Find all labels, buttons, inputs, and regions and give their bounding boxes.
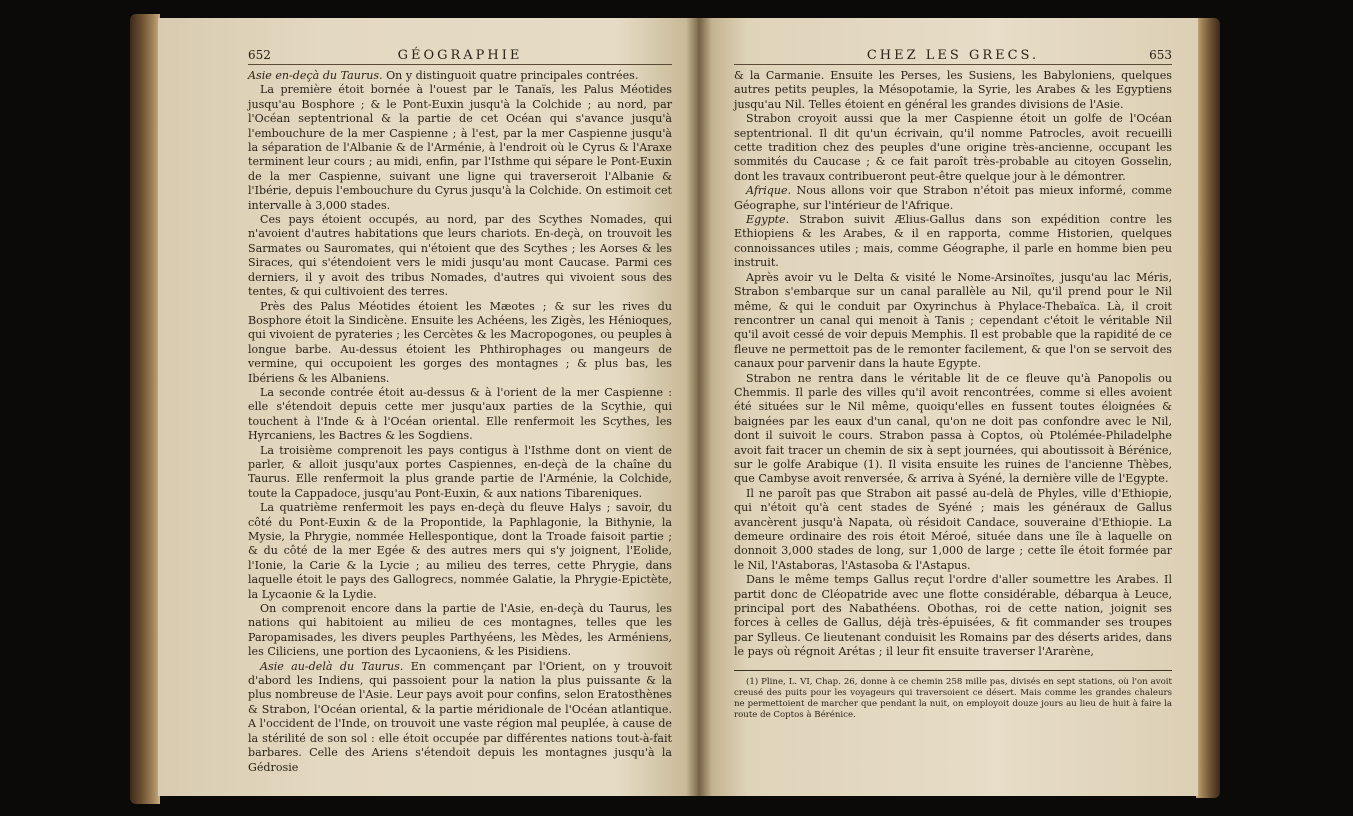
right-paragraph: & la Carmanie. Ensuite les Perses, les Susiens, les Babyloniens, quelques autres petits peuples, la Mésopotamie, la Syrie, les Arabes & les Egyptiens jusqu'au Nil. Telles étoient en général les grandes divisions de l'Asie.	[734, 69, 1172, 111]
paragraph-lead: Afrique.	[746, 184, 792, 198]
left-paragraph: Asie au-delà du Taurus. En commençant par l'Orient, on y trouvoit d'abord les Indiens, qui passoient pour la nation la plus puissante & la plus nombreuse de l'Asie. Leur pays avoit pour confins, selon Eratosthènes & Strabon, l'Océan oriental, & la partie méridionale de l'Océan atlantique. A l'occident de l'Inde, on trouvoit une vaste région mal peuplée, à cause de la stérilité de son sol : elle étoit occupée par différentes nations tout-à-fait barbares. Celle des Ariens s'étendoit depuis les montagnes jusqu'à la Gédrosie	[248, 659, 672, 774]
left-paragraph: La quatrième renfermoit les pays en-deçà du fleuve Halys ; savoir, du côté du Pont-Euxin & de la Propontide, la Paphlagonie, la Bithynie, la Mysie, la Phrygie, nommée Hellespontique, dont la Troade faisoit partie ; & du côté de la mer Egée & des autres mers qui s'y joignent, l'Eolide, l'Ionie, la Carie & la Lycie ; au milieu des terres, cette Phrygie, dans laquelle étoit le pays des Gallogrecs, nommée Galatie, la Phrygie-Epictète, la Lycaonie & la Lydie.	[248, 501, 672, 601]
right-page-stack	[1196, 18, 1220, 798]
right-paragraph: Afrique. Nous allons voir que Strabon n'étoit pas mieux informé, comme Géographe, sur l'intérieur de l'Afrique.	[734, 184, 1172, 212]
footnote-text: (1) Pline, L. VI, Chap. 26, donne à ce chemin 258 mille pas, divisés en sept stations, où l'on avoit creusé des puits pour les voyageurs qui traversoient ce désert. Mais comme les grandes chaleurs ne permettoient de marcher que pendant la nuit, on employoit douze jours au lieu de huit à faire la route de Coptos à Bérénice.	[734, 676, 1172, 720]
left-paragraph: La troisième comprenoit les pays contigus à l'Isthme dont on vient de parler, & alloit jusqu'aux portes Caspiennes, en-deçà de la chaîne du Taurus. Elle renfermoit la plus grande partie de l'Arménie, la Colchide, toute la Cappadoce, jusqu'au Pont-Euxin, & aux nations Tibareniques.	[248, 443, 672, 500]
left-paragraph: Près des Palus Méotides étoient les Mæotes ; & sur les rives du Bosphore étoit la Sindicène. Ensuite les Achéens, les Zigès, les Hénioques, qui vivoient de pyrateries ; les Cercètes & les Macropogones, ou peuples à longue barbe. Au-dessus étoient les Phthirophages ou mangeurs de vermine, qui occupoient les gorges des montagnes ; & plus bas, les Ibériens & les Albaniens.	[248, 299, 672, 385]
right-running-head	[734, 48, 1172, 65]
left-running-title: GÉOGRAPHIE	[397, 48, 523, 63]
right-paragraph: Il ne paroît pas que Strabon ait passé au-delà de Phyles, ville d'Ethiopie, qui n'étoit qu'à cent stades de Syéné ; mais les généraux de Gallus avancèrent jusqu'à Napata, où résidoit Candace, souveraine d'Ethiopie. La demeure ordinaire des rois étoit Méroé, située dans une île à laquelle on donnoit 3,000 stades de long, sur 1,000 de large ; cette île étoit formée par le Nil, l'Astaboras, l'Astasoba & l'Astapus.	[734, 486, 1172, 572]
right-page-number: 653	[1149, 48, 1172, 62]
right-paragraph: Strabon croyoit aussi que la mer Caspienne étoit un golfe de l'Océan septentrional. Il dit qu'un écrivain, qu'il nomme Patrocles, avoit recueilli cette tradition chez des peuples d'une origine très-ancienne, occupant les sommités du Caucase ; & ce fait paroît très-probable au citoyen Gosselin, dont les travaux contribueront peut-être quelque jour à le démontrer.	[734, 112, 1172, 183]
paragraph-lead: Asie au-delà du Taurus.	[260, 659, 404, 673]
right-body	[734, 69, 1172, 660]
right-paragraph: Dans le même temps Gallus reçut l'ordre d'aller soumettre les Arabes. Il partit donc de Cléopatride avec une flotte considérable, débarqua à Leuce, principal port des Nabathéens. Obothas, roi de cette nation, joignit ses forces à celles de Gallus, déjà très-épuisées, & fit commander ses troupes par Sylleus. Ce lieutenant conduisit les Romains par des déserts arides, dans le pays où régnoit Arétas ; il leur fit ensuite traverser l'Ararène,	[734, 573, 1172, 659]
right-running-title: CHEZ LES GRECS.	[866, 48, 1040, 63]
left-paragraph: La seconde contrée étoit au-dessus & à l'orient de la mer Caspienne : elle s'étendoit depuis cette mer jusqu'aux parties de la Scythie, qui touchent à l'Inde & à l'Océan oriental. Elle renfermoit les Scythes, les Hyrcaniens, les Bactres & les Sogdiens.	[248, 385, 672, 443]
left-page-stack	[130, 14, 160, 804]
paragraph-lead: Asie en-deçà du Taurus.	[248, 69, 383, 82]
right-page	[698, 18, 1198, 796]
footnote-rule	[734, 670, 1172, 671]
left-paragraph: La première étoit bornée à l'ouest par le Tanaïs, les Palus Méotides jusqu'au Bosphore ; & le Pont-Euxin jusqu'à la Colchide ; au nord, par l'Océan septentrional & la partie de cet Océan qui s'avance jusqu'à l'embouchure de la mer Caspienne ; à l'est, par la mer Caspienne jusqu'à la séparation de l'Albanie & de l'Arménie, à l'endroit où le Cyrus & l'Araxe terminent leur cours ; au midi, enfin, par l'Isthme qui sépare le Pont-Euxin de la mer Caspienne, suivant une ligne qui traverseroit l'Albanie & l'Ibérie, depuis l'embouchure du Cyrus jusqu'à la Colchide. On estimoit cet intervalle à 3,000 stades.	[248, 83, 672, 212]
footnote	[734, 677, 1172, 721]
left-running-head	[248, 48, 672, 65]
right-paragraph: Strabon ne rentra dans le véritable lit de ce fleuve qu'à Panopolis ou Chemmis. Il parle des villes qu'il avoit rencontrées, comme si elles avoient été situées sur le Nil même, quoiqu'elles en fussent toutes éloignées & baignées par les eaux d'un canal, qu'on ne doit pas confondre avec le Nil, dont il suivoit le cours. Strabon passa à Coptos, où Ptolémée-Philadelphe avoit fait tracer un chemin de six à sept journées, qui aboutissoit à Bérénice, sur le golfe Arabique (1). Il visita ensuite les ruines de l'ancienne Thèbes, que Cambyse avoit renversée, & arriva à Syéné, la dernière ville de l'Egypte.	[734, 371, 1172, 486]
left-body	[248, 69, 672, 775]
paragraph-lead: Egypte.	[746, 213, 790, 227]
left-page-number: 652	[248, 48, 271, 62]
right-paragraph: Après avoir vu le Delta & visité le Nome-Arsinoïtes, jusqu'au lac Méris, Strabon s'embarque sur un canal parallèle au Nil, qu'il prend pour le Nil même, & qui le conduit par Oxyrinchus à Phylace-Thebaïca. Là, il croit rencontrer un canal qui menoit à Tanis ; cependant c'étoit le véritable Nil qu'il avoit cessé de voir depuis Memphis. Il est probable que la rapidité de ce fleuve ne permettoit pas de le remonter facilement, & que l'on se servoit des canaux pour parvenir dans la haute Egypte.	[734, 270, 1172, 371]
left-paragraph: On comprenoit encore dans la partie de l'Asie, en-deçà du Taurus, les nations qui habitoient au milieu de ces montagnes, telles que les Paropamisades, les divers peuples Parthyéens, les Mèdes, les Arméniens, les Ciliciens, une portion des Lycaoniens, & les Pisidiens.	[248, 602, 672, 659]
left-paragraph: Ces pays étoient occupés, au nord, par des Scythes Nomades, qui n'avoient d'autres habitations que leurs chariots. En-deçà, on trouvoit les Sarmates ou Sauromates, qui n'étoient que des Scythes ; les Aorses & les Siraces, qui s'étendoient vers le midi jusqu'au mont Caucase. Parmi ces derniers, il y avoit des tribus Nomades, d'autres qui vivoient sous des tentes, & qui cultivoient des terres.	[248, 213, 672, 299]
left-page	[158, 18, 698, 796]
left-paragraph: Asie en-deçà du Taurus. On y distinguoit quatre principales contrées.	[248, 69, 639, 82]
book-gutter	[686, 18, 712, 796]
right-paragraph: Egypte. Strabon suivit Ælius-Gallus dans son expédition contre les Ethiopiens & les Arabes, & il en rapporta, comme Historien, quelques connoissances utiles ; mais, comme Géographe, il parle en homme bien peu instruit.	[734, 213, 1172, 270]
